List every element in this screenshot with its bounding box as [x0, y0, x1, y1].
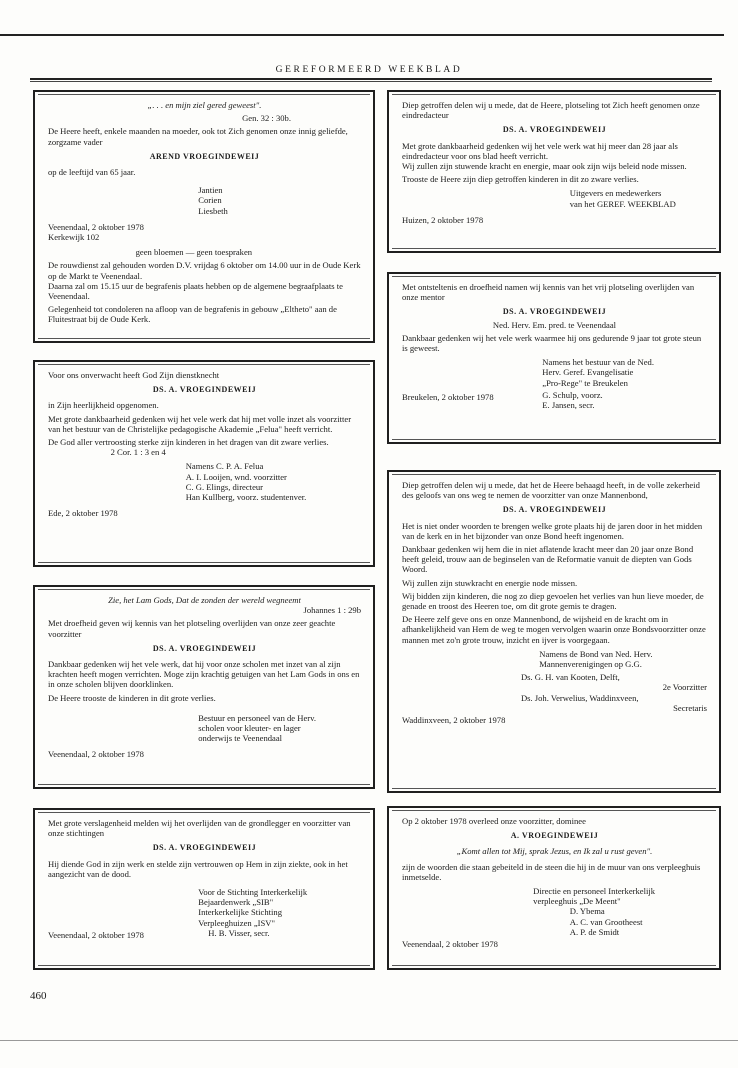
notice-text: in Zijn heerlijkheid opgenomen.: [48, 400, 159, 411]
notice-intro: De Heere heeft, enkele maanden na moeder, ook tot Zich genomen onze innig geliefde, zorgzame vader: [48, 126, 348, 147]
signature-line: A. P. de Smidt: [569, 926, 620, 937]
notice-signature: [48, 713, 361, 744]
notice-text: Dankbaar gedenken wij hem die in niet aflatende kracht meer dan 20 jaar onze Bond heeft geleid, trouw aan de beginselen van de Reformatie vanuit de diepten van Gods Woord.: [402, 544, 694, 575]
notice-intro: Op 2 oktober 1978 overleed onze voorzitter, dominee: [402, 816, 586, 826]
notice-text: zijn de woorden die staan gebeiteld in de steen die hij in de muur van ons verpleeghuis inmetselde.: [402, 861, 701, 882]
notice-text: De Heere trooste de kinderen in dit grote verlies.: [48, 692, 216, 703]
notice-intro: Met grote verslagenheid melden wij het overlijden van de grondlegger en voorzitter van onze stichtingen: [48, 818, 351, 839]
signature-line: Ds. Joh. Verwelius, Waddinxveen,: [520, 692, 639, 703]
notice-signature: [402, 886, 707, 906]
notice-text: Wij zullen zijn stuwende kracht en energie, maar ook zijn wijs beleid node missen.: [402, 161, 687, 172]
notice-quote: „. . . en mijn ziel gered geweest".: [147, 100, 262, 110]
notice-signature: [402, 188, 707, 208]
notice-text: Dankbaar gedenken wij het vele werk, dat hij voor onze scholen met inzet van al zijn krachten heeft mogen verrichten. Moge zijn krachtig getuigen van het Lam Gods in ons en in onze scholen blijven doorklinken.: [48, 659, 360, 690]
notice-scholen: [33, 585, 375, 789]
masthead-rule-thin: [30, 81, 712, 82]
signature-line: Bestuur en personeel van de Herv.: [198, 712, 317, 723]
signature-line: E. Jansen, secr.: [542, 400, 595, 411]
notice-place-date: Ede, 2 oktober 1978: [48, 508, 118, 519]
signature-line: verpleeghuis „De Meent": [533, 896, 621, 907]
family-names: [48, 185, 361, 216]
notice-text: Wij bidden zijn kinderen, die nog zo diep gevoelen het verlies van hun lieve moeder, de genade en troost des Heeren toe, om dit grote gemis te dragen.: [402, 590, 704, 612]
notice-place-date: Veenendaal, 2 oktober 1978: [48, 221, 144, 232]
signature-line: van het GEREF. WEEKBLAD: [569, 198, 676, 209]
signature-line: Namens de Bond van Ned. Herv.: [539, 648, 653, 659]
deceased-name: DS. A. VROEGINDEWEIJ: [502, 125, 607, 135]
signature-line: Uitgevers en medewerkers: [569, 188, 662, 199]
notice-text: De Heere zelf geve ons en onze Mannenbond, de wijsheid en de kracht om in afhankelijkheid van Hem de weg te mogen vervolgen waarin onze Bondsvoorzitter onze mannen met zo'n grote trouw, inzicht en ijver is voorgegaan.: [402, 614, 706, 645]
masthead-rule: [30, 78, 712, 80]
notice-intro: Met droefheid geven wij kennis van het plotseling overlijden van onze zeer geachte voorzitter: [48, 618, 336, 639]
notice-place-date: Waddinxveen, 2 oktober 1978: [402, 715, 506, 726]
notice-signature: [402, 357, 707, 388]
family-name: Liesbeth: [198, 205, 228, 216]
notice-text: Trooste de Heere zijn diep getroffen kinderen in dit zo zware verlies.: [402, 174, 639, 185]
signature-line: A. I. Looijen, wnd. voorzitter: [185, 471, 287, 482]
notice-ref: Gen. 32 : 30b.: [242, 113, 291, 124]
signature-line: Bejaardenwerk „SIB": [198, 897, 274, 908]
signature-line: D. Ybema: [569, 906, 605, 917]
signature-line: 2e Voorzitter: [662, 682, 707, 693]
signature-line: H. B. Visser, secr.: [208, 927, 270, 938]
notice-text: Het is niet onder woorden te brengen welke grote plaats hij de jaren door in het midden van de kerk en in het bijzonder van onze Bond heeft ingenomen.: [402, 520, 703, 541]
notice-felua: [33, 360, 375, 567]
family-name: Jantien: [198, 185, 223, 196]
notice-intro: Diep getroffen delen wij u mede, dat de Heere, plotseling tot Zich heeft genomen onze eindredacteur: [402, 100, 700, 121]
signature-line: Voor de Stichting Interkerkelijk: [198, 887, 308, 898]
signature-line: Namens het bestuur van de Ned.: [542, 357, 654, 368]
signature-line: scholen voor kleuter- en lager: [198, 723, 301, 734]
notice-text: De rouwdienst zal gehouden worden D.V. vrijdag 6 oktober om 14.00 uur in de Oude Kerk op de Markt te Veenendaal.: [48, 260, 361, 281]
signature-line: Verpleeghuizen „ISV": [198, 917, 275, 928]
notice-place-date: Huizen, 2 oktober 1978: [402, 214, 484, 225]
signature-line: Herv. Geref. Evangelisatie: [542, 367, 634, 378]
notice-stichtingen: [33, 808, 375, 970]
deceased-title: Ned. Herv. Em. pred. te Veenendaal: [492, 319, 617, 330]
notice-signature: [48, 461, 361, 502]
signature-line: Namens C. P. A. Felua: [185, 461, 264, 472]
notice-text: Met grote dankbaarheid gedenken wij het vele werk wat hij meer dan 28 jaar als eindredacteur voor ons blad heeft verricht.: [402, 140, 678, 161]
notice-age: op de leeftijd van 65 jaar.: [48, 167, 136, 178]
deceased-name: DS. A. VROEGINDEWEIJ: [152, 643, 257, 653]
notice-place-date: Veenendaal, 2 oktober 1978: [48, 930, 144, 941]
notice-de-meent: [387, 806, 721, 970]
notice-quote: Zie, het Lam Gods, Dat de zonden der wereld wegneemt: [108, 595, 301, 605]
signature-line: G. Schulp, voorz.: [542, 389, 603, 400]
notice-intro: Diep getroffen delen wij u mede, dat het de Heere behaagd heeft, in de volle zekerheid des geloofs van ons weg te nemen de voorzitter van onze Mannenbond,: [402, 480, 700, 501]
signature-line: A. C. van Grootheest: [569, 916, 643, 927]
notice-text: Gelegenheid tot condoleren na afloop van de begrafenis in gebouw „Eltheto" aan de Fluitestraat bij de Oude Kerk.: [48, 304, 337, 325]
notice-pro-rege: [387, 272, 721, 444]
signature-line: Secretaris: [673, 702, 707, 713]
notice-place-date: Veenendaal, 2 oktober 1978: [402, 939, 498, 950]
signature-line: Interkerkelijke Stichting: [198, 907, 282, 918]
deceased-name: DS. A. VROEGINDEWEIJ: [152, 843, 257, 853]
signature-line: Han Kullberg, voorz. studentenver.: [185, 492, 307, 503]
top-rule: [0, 34, 724, 36]
notice-intro: Met ontsteltenis en droefheid namen wij kennis van het vrij plotseling overlijden van onze mentor: [402, 282, 695, 303]
notice-no-flowers: geen bloemen — geen toespraken: [135, 247, 253, 258]
notice-place-date: Breukelen, 2 oktober 1978: [402, 392, 494, 403]
deceased-name: DS. A. VROEGINDEWEIJ: [502, 505, 607, 515]
signature-line: Directie en personeel Interkerkelijk: [533, 886, 656, 897]
masthead: GEREFORMEERD WEEKBLAD: [275, 65, 463, 75]
notice-text: Dankbaar gedenken wij het vele werk waarmee hij ons gedurende 9 jaar tot grote steun is geweest.: [402, 332, 702, 354]
notice-ref: Johannes 1 : 29b: [303, 605, 361, 616]
deceased-name: AREND VROEGINDEWEIJ: [149, 151, 260, 161]
signature-line: Mannenverenigingen op G.G.: [539, 659, 642, 670]
bottom-rule: [0, 1040, 738, 1041]
notice-weekblad: [387, 90, 721, 253]
notice-intro: Voor ons onverwacht heeft God Zijn dienstknecht: [48, 370, 220, 380]
notice-signature: [402, 649, 707, 669]
page-number: 460: [30, 990, 47, 1002]
deceased-name: DS. A. VROEGINDEWEIJ: [502, 307, 607, 317]
notice-signature: [402, 906, 707, 937]
notice-ref: 2 Cor. 1 : 3 en 4: [110, 447, 166, 458]
signature-line: onderwijs te Veenendaal: [198, 733, 283, 744]
notice-text: Daarna zal om 15.15 uur de begrafenis plaats hebben op de algemene begraafplaats te Veenendaal.: [48, 280, 343, 302]
notice-place-date: Veenendaal, 2 oktober 1978: [48, 749, 144, 760]
notice-quote: „Komt allen tot Mij, sprak Jezus, en Ik zal u rust geven".: [456, 846, 653, 857]
deceased-name: A. VROEGINDEWEIJ: [510, 831, 599, 841]
notice-text: Met grote dankbaarheid gedenken wij het vele werk dat hij met volle inzet als voorzitter van het bestuur van de Christelijke pedagogische Akademie „Felua" heeft verricht.: [48, 413, 352, 434]
signature-line: „Pro-Rege" te Breukelen: [542, 377, 628, 388]
family-name: Corien: [198, 195, 222, 206]
notice-address: Kerkewijk 102: [48, 232, 100, 243]
notice-text: De God aller vertroosting sterke zijn kinderen in het dragen van dit zware verlies.: [48, 437, 329, 448]
signature-line: C. G. Elings, directeur: [185, 481, 264, 492]
notice-arend: [33, 90, 375, 343]
signature-line: Ds. G. H. van Kooten, Delft,: [520, 672, 620, 683]
notice-text: Wij zullen zijn stuwkracht en energie node missen.: [402, 577, 578, 588]
deceased-name: DS. A. VROEGINDEWEIJ: [152, 385, 257, 395]
notice-text: Hij diende God in zijn werk en stelde zijn vertrouwen op Hem in zijn ziekte, ook in het aangezicht van de dood.: [48, 858, 348, 879]
notice-mannenbond: [387, 470, 721, 793]
